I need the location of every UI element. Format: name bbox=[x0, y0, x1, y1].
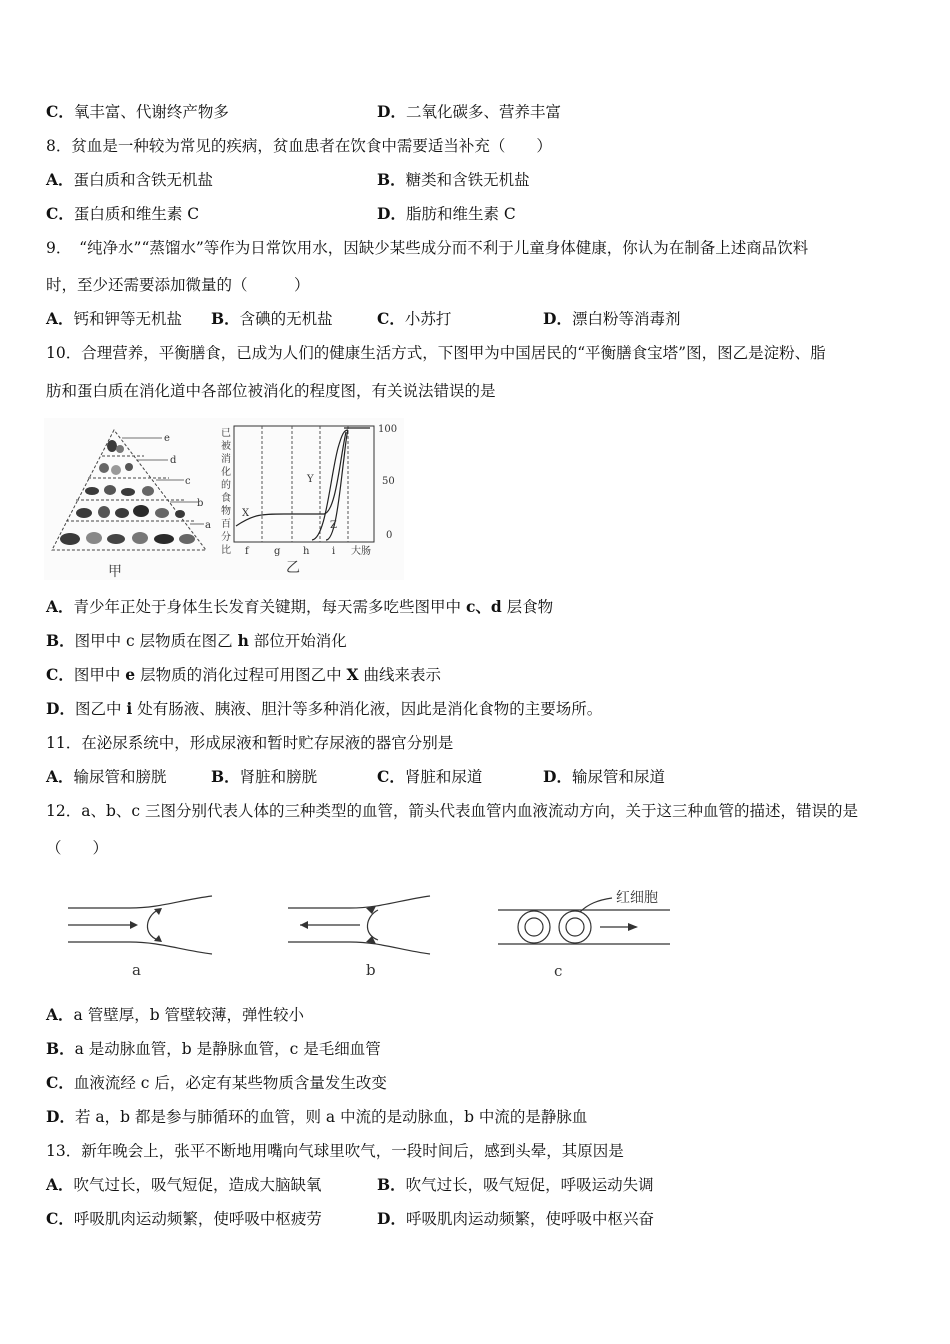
vessel-c-arrow bbox=[628, 923, 638, 931]
pyramid-level-a: a bbox=[205, 520, 211, 531]
chart-ylabel-10: 比 bbox=[221, 545, 231, 556]
pyramid-caption: 甲 bbox=[108, 564, 122, 580]
q9-stem-line1: 9． “纯净水”“蒸馏水”等作为日常饮用水，因缺少某些成分而不利于儿童身体健康，你认为在制备上述商品饮料 bbox=[46, 239, 809, 257]
q12-figure bbox=[60, 880, 680, 990]
chart-ylabel-8: 百 bbox=[221, 519, 231, 530]
q10-option-d: D．图乙中 i 处有肠液、胰液、胆汁等多种消化液，因此是消化食物的主要场所。 bbox=[46, 699, 603, 718]
q13-option-d: D．呼吸肌肉运动频繁，使呼吸中枢兴奋 bbox=[377, 1209, 654, 1228]
q12-option-b: B．a 是动脉血管，b 是静脉血管，c 是毛细血管 bbox=[46, 1039, 381, 1058]
q7-option-d: D．二氧化碳多、营养丰富 bbox=[377, 102, 561, 121]
chart-ytick-100: 100 bbox=[378, 424, 398, 435]
chart-xtick-large-intestine: 大肠 bbox=[351, 546, 371, 557]
q10-option-b: B．图甲中 c 层物质在图乙 h 部位开始消化 bbox=[46, 631, 347, 650]
q12-stem-line1: 12．a、b、c 三图分别代表人体的三种类型的血管，箭头代表血管内血液流动方向，关于这三种血管的描述，错误的是 bbox=[46, 802, 858, 820]
chart-ylabel-6: 食 bbox=[221, 493, 231, 504]
q10-figure bbox=[44, 418, 404, 580]
chart-xtick-g: g bbox=[274, 546, 281, 557]
chart-curve-z-label: Z bbox=[330, 520, 337, 531]
q8-option-c: C．蛋白质和维生素 C bbox=[46, 204, 200, 223]
vessel-b bbox=[288, 896, 430, 954]
q11-option-d: D．输尿管和尿道 bbox=[543, 767, 665, 786]
pyramid-level-d: d bbox=[170, 455, 177, 466]
chart-ylabel-4: 化 bbox=[221, 467, 231, 478]
vessel-a bbox=[68, 896, 212, 954]
q11-option-a: A．输尿管和膀胱 bbox=[46, 767, 167, 786]
chart-xtick-i: i bbox=[332, 546, 336, 557]
vessel-b-label: b bbox=[366, 961, 376, 979]
vessel-c-label: c bbox=[554, 962, 563, 980]
chart-ytick-50: 50 bbox=[382, 476, 395, 487]
q12-option-d: D．若 a，b 都是参与肺循环的血管，则 a 中流的是动脉血，b 中流的是静脉血 bbox=[46, 1107, 588, 1126]
q9-option-a: A．钙和钾等无机盐 bbox=[46, 309, 183, 328]
q10-stem-line1: 10．合理营养，平衡膳食，已成为人们的健康生活方式，下图甲为中国居民的“平衡膳食宝塔”图，图乙是淀粉、脂 bbox=[46, 344, 826, 362]
chart-ylabel-7: 物 bbox=[221, 506, 231, 517]
vessel-a-label: a bbox=[132, 961, 141, 979]
chart-curve-x-label: X bbox=[242, 508, 250, 519]
q12-option-c: C．血液流经 c 后，必定有某些物质含量发生改变 bbox=[46, 1073, 387, 1092]
chart-ylabel-3: 消 bbox=[221, 454, 231, 465]
q9-option-c: C．小苏打 bbox=[377, 309, 452, 328]
chart-ylabel-5: 的 bbox=[221, 480, 231, 491]
chart-ylabel-9: 分 bbox=[221, 532, 231, 543]
q9-option-b: B．含碘的无机盐 bbox=[211, 309, 333, 328]
q11-option-b: B．肾脏和膀胱 bbox=[211, 767, 318, 786]
chart-caption: 乙 bbox=[286, 560, 300, 576]
q7-option-c: C．氧丰富、代谢终产物多 bbox=[46, 102, 229, 121]
chart-xtick-h: h bbox=[303, 546, 310, 557]
q12-option-a: A．a 管壁厚，b 管壁较薄，弹性较小 bbox=[46, 1005, 305, 1024]
q11-stem: 11．在泌尿系统中，形成尿液和暂时贮存尿液的器官分别是 bbox=[46, 734, 454, 752]
q9-stem-line2: 时，至少还需要添加微量的（ ） bbox=[46, 276, 310, 294]
q10-option-a: A．青少年正处于身体生长发育关键期，每天需多吃些图甲中 c、d 层食物 bbox=[46, 597, 554, 616]
q12-stem-line2: （ ） bbox=[46, 839, 109, 857]
chart-curve-y-label: Y bbox=[307, 474, 314, 485]
chart-ylabel-2: 被 bbox=[221, 441, 231, 452]
q10-option-c: C．图甲中 e 层物质的消化过程可用图乙中 X 曲线来表示 bbox=[46, 665, 441, 684]
q13-stem: 13．新年晚会上，张平不断地用嘴向气球里吹气，一段时间后，感到头晕，其原因是 bbox=[46, 1142, 624, 1160]
chart-xtick-f: f bbox=[245, 546, 249, 557]
q13-option-c: C．呼吸肌肉运动频繁，使呼吸中枢疲劳 bbox=[46, 1209, 322, 1228]
q13-option-a: A．吹气过长，吸气短促，造成大脑缺氧 bbox=[46, 1175, 322, 1194]
q8-option-b: B．糖类和含铁无机盐 bbox=[377, 170, 530, 189]
red-blood-cell-label: 红细胞 bbox=[616, 890, 658, 906]
pyramid-level-c: c bbox=[185, 476, 191, 487]
pyramid-level-b: b bbox=[197, 498, 204, 509]
q8-option-d: D．脂肪和维生素 C bbox=[377, 204, 516, 223]
q10-stem-line2: 肪和蛋白质在消化道中各部位被消化的程度图，有关说法错误的是 bbox=[46, 382, 496, 400]
q9-option-d: D．漂白粉等消毒剂 bbox=[543, 309, 681, 328]
q11-option-c: C．肾脏和尿道 bbox=[377, 767, 483, 786]
vessel-a-arrows bbox=[130, 908, 162, 942]
q13-option-b: B．吹气过长，吸气短促，呼吸运动失调 bbox=[377, 1175, 654, 1194]
q8-stem: 8．贫血是一种较为常见的疾病，贫血患者在饮食中需要适当补充（ ） bbox=[46, 137, 552, 155]
pyramid-level-e: e bbox=[164, 433, 170, 444]
chart-ytick-0: 0 bbox=[386, 530, 393, 541]
q8-option-a: A．蛋白质和含铁无机盐 bbox=[46, 170, 214, 189]
chart-ylabel-1: 已 bbox=[221, 428, 231, 439]
